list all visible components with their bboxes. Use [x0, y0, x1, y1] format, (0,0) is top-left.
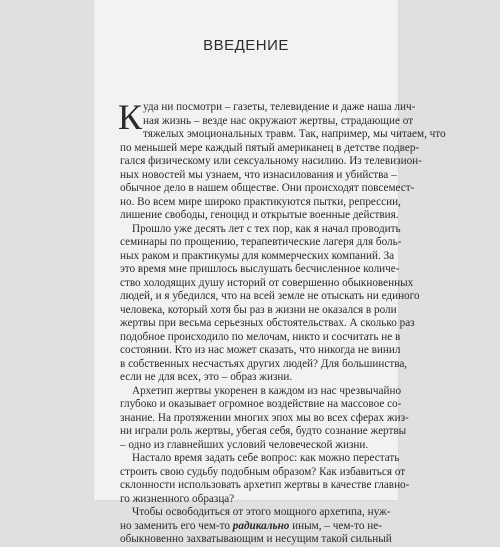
text-line: если не для всех, это – образ жизни. — [120, 371, 293, 383]
text-line: Настало время задать себе вопрос: как можно перестать — [132, 452, 400, 464]
drop-cap: К — [118, 97, 143, 137]
text-line: го жизненного образца? — [120, 492, 235, 505]
text-line: уда ни посмотри – газеты, телевидение и даже наша лич- — [143, 101, 416, 113]
text-line: Чтобы освободиться от этого мощного архетипа, нуж- — [132, 506, 391, 518]
text-line — [120, 519, 382, 534]
body-text — [118, 97, 446, 547]
book-page — [94, 0, 446, 545]
text-line: обычное дело в нашем обществе. Они происходят повсемест- — [120, 182, 415, 194]
text-line: это время мне пришлось выслушать бесчисленное количе- — [120, 263, 400, 275]
text-run: иным, – чем-то не- — [289, 519, 382, 532]
text-line: строить свою судьбу подобным образом? Как избавиться от — [120, 465, 406, 478]
text-line: ных раком и практикумы для коммерческих компаний. За — [120, 249, 395, 262]
text-line: Прошло уже десять лет с тех пор, как я начал проводить — [132, 222, 401, 235]
text-line: в собственных несчастьях других людей? Для большинства, — [120, 357, 408, 370]
text-line: лишение свободы, геноцид и открытые военные действия. — [120, 209, 399, 221]
text-line: семинары по прощению, терапевтические лагеря для боль- — [120, 236, 402, 248]
text-line: – одно из главнейших условий человеческой жизни. — [120, 438, 369, 451]
paragraph-2 — [120, 222, 420, 385]
text-line: людей, и я убедился, что на всей земле не отыскать ни единого — [120, 290, 420, 302]
chapter-title: ВВЕДЕНИЕ — [203, 37, 289, 54]
emphasized-word: радикально — [232, 519, 290, 532]
text-line: знание. На протяжении многих эпох мы во всех сферах жиз- — [120, 411, 409, 424]
paragraph-3 — [120, 384, 409, 453]
text-line: гался физическому или сексуальному насилию. Из телевизион- — [120, 155, 422, 167]
text-line: человека, который хотя бы раз в жизни не оказался в роли — [120, 303, 397, 316]
paragraph-5 — [120, 506, 392, 547]
text-line: глубоко и оказывает огромное воздействие на массовое со- — [120, 398, 402, 410]
text-line: тяжелых эмоциональных травм. Так, например, мы читаем, что — [143, 128, 446, 140]
text-run: но заменить его чем-то — [120, 519, 233, 532]
text-line: по меньшей мере каждый пятый американец в детстве подвер- — [120, 141, 420, 154]
paragraph-1 — [118, 97, 446, 223]
text-line: состоянии. Кто из нас может сказать, что никогда не винил — [120, 344, 401, 356]
text-line: склонности использовать архетип жертвы в качестве главно- — [120, 479, 410, 491]
text-line: ни играли роль жертвы, убегая себя, будто сознание жертвы — [120, 425, 407, 437]
text-line: ная жизнь – везде нас окружают жертвы, страдающие от — [143, 114, 414, 127]
text-line: ных новостей мы узнаем, что изнасилования и убийства – — [120, 168, 397, 181]
paragraph-4 — [120, 452, 410, 506]
text-line: Архетип жертвы укоренен в каждом из нас чрезвычайно — [132, 384, 402, 397]
text-line: жертвы при весьма серьезных обстоятельствах. А сколько раз — [120, 317, 415, 329]
text-line: но. Во всем мире широко практикуются пытки, репрессии, — [120, 195, 401, 208]
text-line: обыкновенно захватывающим и несущим такой сильный — [120, 533, 392, 545]
text-line: ство холодящих душу историй от совершенно обыкновенных — [120, 276, 414, 289]
text-line: подобное происходило по мелочам, никто и сосчитать не в — [120, 330, 401, 343]
